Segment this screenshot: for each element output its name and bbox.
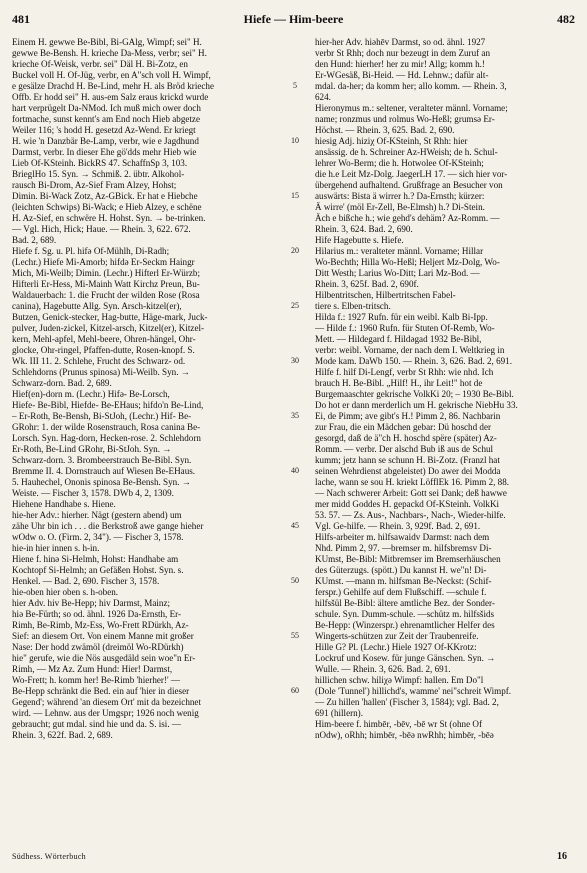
text-line: ferspr.) Gehilfe auf dem Flußschiff. —schule f.: [315, 587, 487, 597]
text-line: Weiste. — Fischer 3, 1578. DWb 4, 2, 1309.: [12, 488, 174, 498]
text-line: – Er-Roth, Be-Bensh, Bi-StJoh, (Lechr.) Hif- Be-: [12, 411, 192, 421]
text-line: Be-Hepp: (Winzerspr.) ehrenamtlicher Helfer des: [315, 620, 495, 630]
text-line: hie-in hier innen s. h-in.: [12, 543, 100, 553]
text-line: Lorsch. Syn. Hag-dorn, Hecken-rose. 2. Schlehdorn: [12, 433, 201, 443]
text-line: Rhein. 3, 622f. Bad. 2, 689.: [12, 730, 113, 740]
text-line: Schwarz-dorn. 3. Brombeerstrauch Be-Bibl. Syn.: [12, 455, 192, 465]
text-line: Ä wirre' (möl Er-Zell, Be-Elmsh) h.? Di-Stein.: [315, 202, 485, 212]
line-number: 15: [291, 191, 299, 200]
text-line: Nase: Der hodd zwämöl (dreimöl Wo-RDürkh): [12, 642, 184, 652]
line-number: 50: [291, 576, 299, 585]
text-line: Wk. III 11. 2. Schlehe, Frucht des Schwarz- od.: [12, 356, 186, 366]
text-line: Buckel voll H. Of-Jüg, verbr, en A"sch voll H. Wimpf,: [12, 70, 211, 80]
line-number: 55: [291, 631, 299, 640]
text-line: hillichen schw. hiliχə Wimpf: hallen. Em Do"l: [315, 675, 484, 685]
text-line: des Güterzugs. (spött.) Du kannst H. we"n! Di-: [315, 565, 487, 575]
text-line: Bad. 2, 689.: [12, 235, 57, 245]
text-line: Ditt Westh; Larius Wo-Ditt; Lari Mz-Bod. —: [315, 268, 480, 278]
running-header: [12, 10, 575, 28]
running-title: Hiefe — Him-beere: [243, 11, 344, 26]
text-line: H. Az-Sief, en schwëre H. Hohst. Syn. → be-trinken.: [12, 213, 206, 223]
text-line: Wulle. — Rhein. 3, 626. Bad. 2, 691.: [315, 664, 451, 674]
text-line: name; ronzmus und rolmus Wo-Heßl; grumsə Er-: [315, 114, 495, 124]
text-line: (leichten Schwips) Bi-Wack; e Hieb Alzey, e schëne: [12, 202, 202, 212]
text-line: Mode kam. DaWb 150. — Rhein. 3, 626. Bad. 2, 691.: [315, 356, 513, 366]
text-line: Äch e bißche h.; wie gehd's dehäm? Az-Romm. —: [315, 213, 500, 223]
text-line: Hilarius m.: veralteter männl. Vorname; Hillar: [315, 246, 484, 256]
text-line: Wingerts-schützen zur Zeit der Traubenreife.: [315, 631, 479, 641]
text-line: Rimh, — Mz Az. Zum Hund: Hier! Darmst,: [12, 664, 173, 674]
text-line: Hilfs-arbeiter m. hilfsawaidv Darmst: nach dem: [315, 532, 490, 542]
text-line: Höchst. — Rhein. 3, 625. Bad. 2, 690.: [315, 125, 455, 135]
text-line: zähe Uhr bin ich . . . die Berkstroß awe gange hieher: [12, 521, 204, 531]
text-line: (Lechr.) Hiefe Mi-Amorb; hifdə Er-Seckm Haingr: [12, 257, 195, 267]
line-number: 10: [291, 136, 299, 145]
right-column: [315, 37, 569, 741]
text-line: Kochtopf Si-Helmh; an Gefäßen Hohst. Syn. s.: [12, 565, 184, 575]
text-line: Hiefe- Be-Bibl, Hiefde- Be-EHaus; hifdo'n Be-Lind,: [12, 400, 204, 410]
page-number-left: 481: [12, 11, 30, 26]
left-column: [12, 37, 266, 741]
text-line: Hiehene Handhabe s. Hiene.: [12, 499, 116, 509]
text-line: ansässig. de h. Schreiner Az-HWeish; de h. Schul-: [315, 147, 498, 157]
text-line: übergehend aufhaltend. Grußfrage an Besucher von: [315, 180, 503, 190]
text-line: 624.: [315, 92, 331, 102]
text-line: H. wie 'n Danzbär Be-Lamp, verbr, wie e Jagdhund: [12, 136, 199, 146]
text-line: KUmst. —mann m. hilfsman Be-Neckst: (Schif-: [315, 576, 492, 586]
text-line: hie-oben hier oben s. h-oben.: [12, 587, 119, 597]
text-line: — Zu hillen 'hallen' (Fischer 3, 1584); vgl. Bad. 2,: [315, 697, 499, 707]
text-line: BrieglHo 15. Syn. → Schmiß. 2. übtr. Alkohol-: [12, 169, 185, 179]
text-line: auswärts: Bista ä wirrer h.? Da-Ernsth; kürzer:: [315, 191, 485, 201]
text-line: mer midd Goddes H. gepackd Of-KSteinh. VolkKi: [315, 499, 500, 509]
text-line: Mett. — Hildegard f. Hildəgad 1932 Be-Bibl,: [315, 334, 482, 344]
text-line: e gesälze Drachd H. Be-Lind, mehr H. als Bröd krieche: [12, 81, 215, 91]
text-line: GRohr: 1. der wilde Rosenstrauch, Rosa canina Be-: [12, 422, 201, 432]
text-line: glocke, Ohr-ringel, Pfaffen-dutte, Rosen-knopf. S.: [12, 345, 195, 355]
text-line: hie-her Adv.: hierher. Nägt (gestern abend) um: [12, 510, 182, 520]
text-line: lache, wann se sou H. kriekt LöfflEk 16. Pimm 2, 88.: [315, 477, 510, 487]
line-number: 45: [291, 521, 299, 530]
text-line: tiere s. Elben-tritsch.: [315, 301, 391, 311]
text-line: Hiene f. hinə Si-Helmh, Hohst: Handhabe am: [12, 554, 179, 564]
text-line: kern, Mehl-apfel, Mehl-beere, Ohren-hängel, Ohr-: [12, 334, 196, 344]
sheet-number: 16: [557, 850, 567, 862]
text-line: gesorgd, daß de ä"ch H. hoschd spëre (später) Az-: [315, 433, 497, 443]
text-line: Him-beere f. himbēr, -bēv, -bē wr St (ohne Of: [315, 719, 482, 729]
text-line: Dimin. Bi-Wack Zotz, Az-GBick. Er hat e Hiebche: [12, 191, 198, 201]
text-line: — Nach schwerer Arbeit: Gott sei Dank; deß hawwe: [315, 488, 507, 498]
text-line: KUmst, Be-Bibl: Mitbremser im Bremserhäuschen: [315, 554, 501, 564]
text-line: hier-her Adv. hiəhēv Darmst, so od. ähnl. 1927: [315, 37, 486, 47]
text-line: hart verprügelt Da-NMod. Ich muß mich ower doch: [12, 103, 201, 113]
text-line: hiə Be-Fürth; so od. ähnl. 1926 Da-Ernsth, Er-: [12, 609, 182, 619]
text-line: gewwe Be-Bensh. H. krieche Da-Mess, verbr; sei" H.: [12, 48, 207, 58]
text-line: Bremme II. 4. Dornstrauch auf Wiesen Be-EHaus.: [12, 466, 196, 476]
text-line: die h.e Leit Mz-Dolg. JaegerLH 17. — sich hier vor-: [315, 169, 508, 179]
text-line: Romm. — verbr. Der alschd Bub iß aus de Schul: [315, 444, 494, 454]
text-line: rausch Bi-Drom, Az-Sief Fram Alzey, Hohst;: [12, 180, 177, 190]
text-line: Lockruf und Kosew. für junge Gänschen. Syn. →: [315, 653, 496, 663]
text-line: mdal. da-her; da komm her; allo komm. — Rhein. 3,: [315, 81, 507, 91]
text-line: Schlehdorns (Prunus spinosa) Mi-Weilb. Syn. →: [12, 367, 190, 377]
text-line: Hilda f.: 1927 Rufn. für ein weibl. Kalb Bi-Ipp.: [315, 312, 488, 322]
page-footer: [12, 849, 575, 863]
text-line: gebraucht; gut mdal. sind hie und da. S. isi. —: [12, 719, 181, 729]
text-line: Gegend'; während 'an diesem Ort' mit da bezeichnet: [12, 697, 201, 707]
text-line: Nhd. Pimm 2, 97. —bremser m. hilfsbremsv Di-: [315, 543, 492, 553]
text-line: (Dole 'Tunnel') hillichd's, wamme' nei"schreit Wimpf.: [315, 686, 512, 696]
text-line: brauch H. Be-Bibl. „Hilf! H., ihr Leit!" hot de: [315, 378, 483, 388]
text-line: Mich, Mi-Weilb; Dimin. (Lechr.) Hifterl Er-Würzb;: [12, 268, 200, 278]
text-line: hie" gerufe, wie die Nös ausgedäld sein woe"n Er-: [12, 653, 196, 663]
print-signature: Südhess. Wörterbuch: [12, 851, 86, 861]
text-line: 5. Hauhechel, Ononis spinosa Be-Bensh. Syn. →: [12, 477, 191, 487]
text-line: verbr St Rhh; doch nur bezeugt in dem Zuruf an: [315, 48, 491, 58]
line-number: 40: [291, 466, 299, 475]
text-line: Hifterli Er-Hess, Mi-Mainh Watt Kirchz Preun, Bu-: [12, 279, 200, 289]
text-line: pulver, Juden-zickel, Kitzel-arsch, Kitzel(er), Kitzel-: [12, 323, 205, 333]
text-line: kumm; jetz hann se schunn H. Bi-Zotz. (Franzl hat: [315, 455, 500, 465]
text-line: schule. Syn. Dumm-schule. —schütz m. hilfsšids: [315, 609, 495, 619]
text-line: Er-WGesäß, Bi-Heid. — Hd. Lehnw.; dafür alt-: [315, 70, 489, 80]
text-line: Er-Roth, Be-Lind GRohr, Bi-StJoh. Syn. →: [12, 444, 172, 454]
text-line: Hilfe f. hilf Di-Lengf, verbr St Rhh: wie nhd. Ich: [315, 367, 494, 377]
text-line: Waldauerbach: 1. die Frucht der wilden Rose (Rosa: [12, 290, 200, 300]
text-line: Henkel. — Bad. 2, 690. Fischer 3, 1578.: [12, 576, 160, 586]
text-line: 53. 57. — Zs. Aus-, Nachbars-, Nach-, Wieder-hilfe.: [315, 510, 506, 520]
text-line: Rhein. 3, 624. Bad. 2, 690.: [315, 224, 413, 234]
text-line: verbr: weibl. Vorname, der nach dem I. Weltkrieg in: [315, 345, 505, 355]
text-line: Rhein. 3, 625f. Bad. 2, 690f.: [315, 279, 419, 289]
text-line: Sief: an diesem Ort. Von einem Manne mit großer: [12, 631, 194, 641]
text-line: Hief(en)-dorn m. (Lechr.) Hifə- Be-Lorsch,: [12, 389, 170, 399]
text-line: lehrer Wo-Berm; die h. Hotwolee Of-KSteinh;: [315, 158, 484, 168]
text-line: Wo-Bechth; Hilla Wo-Heßl; Heljert Mz-Dolg, Wo-: [315, 257, 500, 267]
line-number: 5: [293, 81, 297, 90]
text-line: nOdw), oRhh; himbēr, -bēə nwRhh; himbēr, -bēə: [315, 730, 494, 740]
text-line: seinen Wehrdienst abgeleistet) Do awer dei Modda: [315, 466, 501, 476]
text-line: — Vgl. Hich, Hick; Haue. — Rhein. 3, 622. 672.: [12, 224, 191, 234]
text-line: Hille G? Pl. (Lechr.) Hiele 1927 Of-KKrotz:: [315, 642, 477, 652]
text-line: Butzen, Genick-stecker, Hag-butte, Häge-mark, Juck-: [12, 312, 208, 322]
text-line: Einem H. gewwe Be-Bibl, Bi-GAlg, Wimpf; sei" H.: [12, 37, 202, 47]
text-line: Ei, de Pimm; ave gibt's H.! Pimm 2, 86. Nachbarin: [315, 411, 501, 421]
text-line: Rimh, Be-Rimb, Mz-Ess, Wo-Frett RDürkh, Az-: [12, 620, 189, 630]
text-line: Do hot er dann merderlich um H. gekrische NiebHu 33.: [315, 400, 518, 410]
text-line: 691 (hillern).: [315, 708, 363, 718]
text-line: Hieronymus m.: seltener, veralteter männl. Vorname;: [315, 103, 508, 113]
text-line: Lieb Of-KSteinh. BickRS 47. SchaffnSp 3, 103.: [12, 158, 188, 168]
text-line: Vgl. Ge-hilfe. — Rhein. 3, 929f. Bad. 2, 691.: [315, 521, 481, 531]
text-line: wOdw o. O. (Firm. 2, 34"). — Fischer 3, 1578.: [12, 532, 184, 542]
line-number: 35: [291, 411, 299, 420]
text-line: Darmst, verbr. In dieser Ehe gö'dds mehr Hieb wie: [12, 147, 197, 157]
text-line: krieche Of-Weisk, verbr. sei" Däl H. Bi-Zotz, en: [12, 59, 188, 69]
text-line: Hiefe f. Sg. u. Pl. hifə Of-Mühlh, Di-Radh;: [12, 246, 170, 256]
text-line: — Hilde f.: 1960 Rufn. für Stuten Of-Remb, Wo-: [315, 323, 495, 333]
page-number-right: 482: [557, 11, 575, 26]
text-line: fortmache, sunst kennt's am End noch Hieb abgetze: [12, 114, 201, 124]
line-number: 25: [291, 301, 299, 310]
text-line: Schwarz-dorn. Bad. 2, 689.: [12, 378, 112, 388]
line-number: 20: [291, 246, 299, 255]
text-line: wird. — Lehnw. aus der Umgspr; 1926 noch wenig: [12, 708, 199, 718]
text-line: Weiler 116; 's hodd H. gesetzd Az-Wend. Er kriegt: [12, 125, 196, 135]
text-line: canina), Hagebutte Allg. Syn. Arsch-kitzel(er),: [12, 301, 182, 311]
text-line: Hife Hagebutte s. Hiefe.: [315, 235, 404, 245]
text-line: hilfsšül Be-Bibl: ältere amtliche Bez. der Sonder-: [315, 598, 495, 608]
text-line: zur Frau, die ein Mädchen gebar: Dü hoschd der: [315, 422, 492, 432]
line-number: 60: [291, 686, 299, 695]
text-line: hier Adv. hiv Be-Hepp; hiv Darmst, Mainz;: [12, 598, 171, 608]
text-line: Wo-Frett; h. komm her! Be-Rimb 'hierher!' —: [12, 675, 180, 685]
line-number: 30: [291, 356, 299, 365]
text-line: hiesig Adj. hiziχ Of-KSteinh, St Rhh: hier: [315, 136, 468, 146]
text-line: Hilbentritschen, Hilbertritschen Fabel-: [315, 290, 456, 300]
text-line: Offb. Er hodd sei" H. aus-em Salz eraus krickd wurde: [12, 92, 209, 102]
text-line: Be-Hepp schränkt die Bed. ein auf 'hier in dieser: [12, 686, 190, 696]
text-line: Burgemaaschter gekrische VolkKi 20; – 1930 Be-Bibl.: [315, 389, 514, 399]
text-line: den Hund: hierher! her zu mir! Allg; komm h.!: [315, 59, 485, 69]
